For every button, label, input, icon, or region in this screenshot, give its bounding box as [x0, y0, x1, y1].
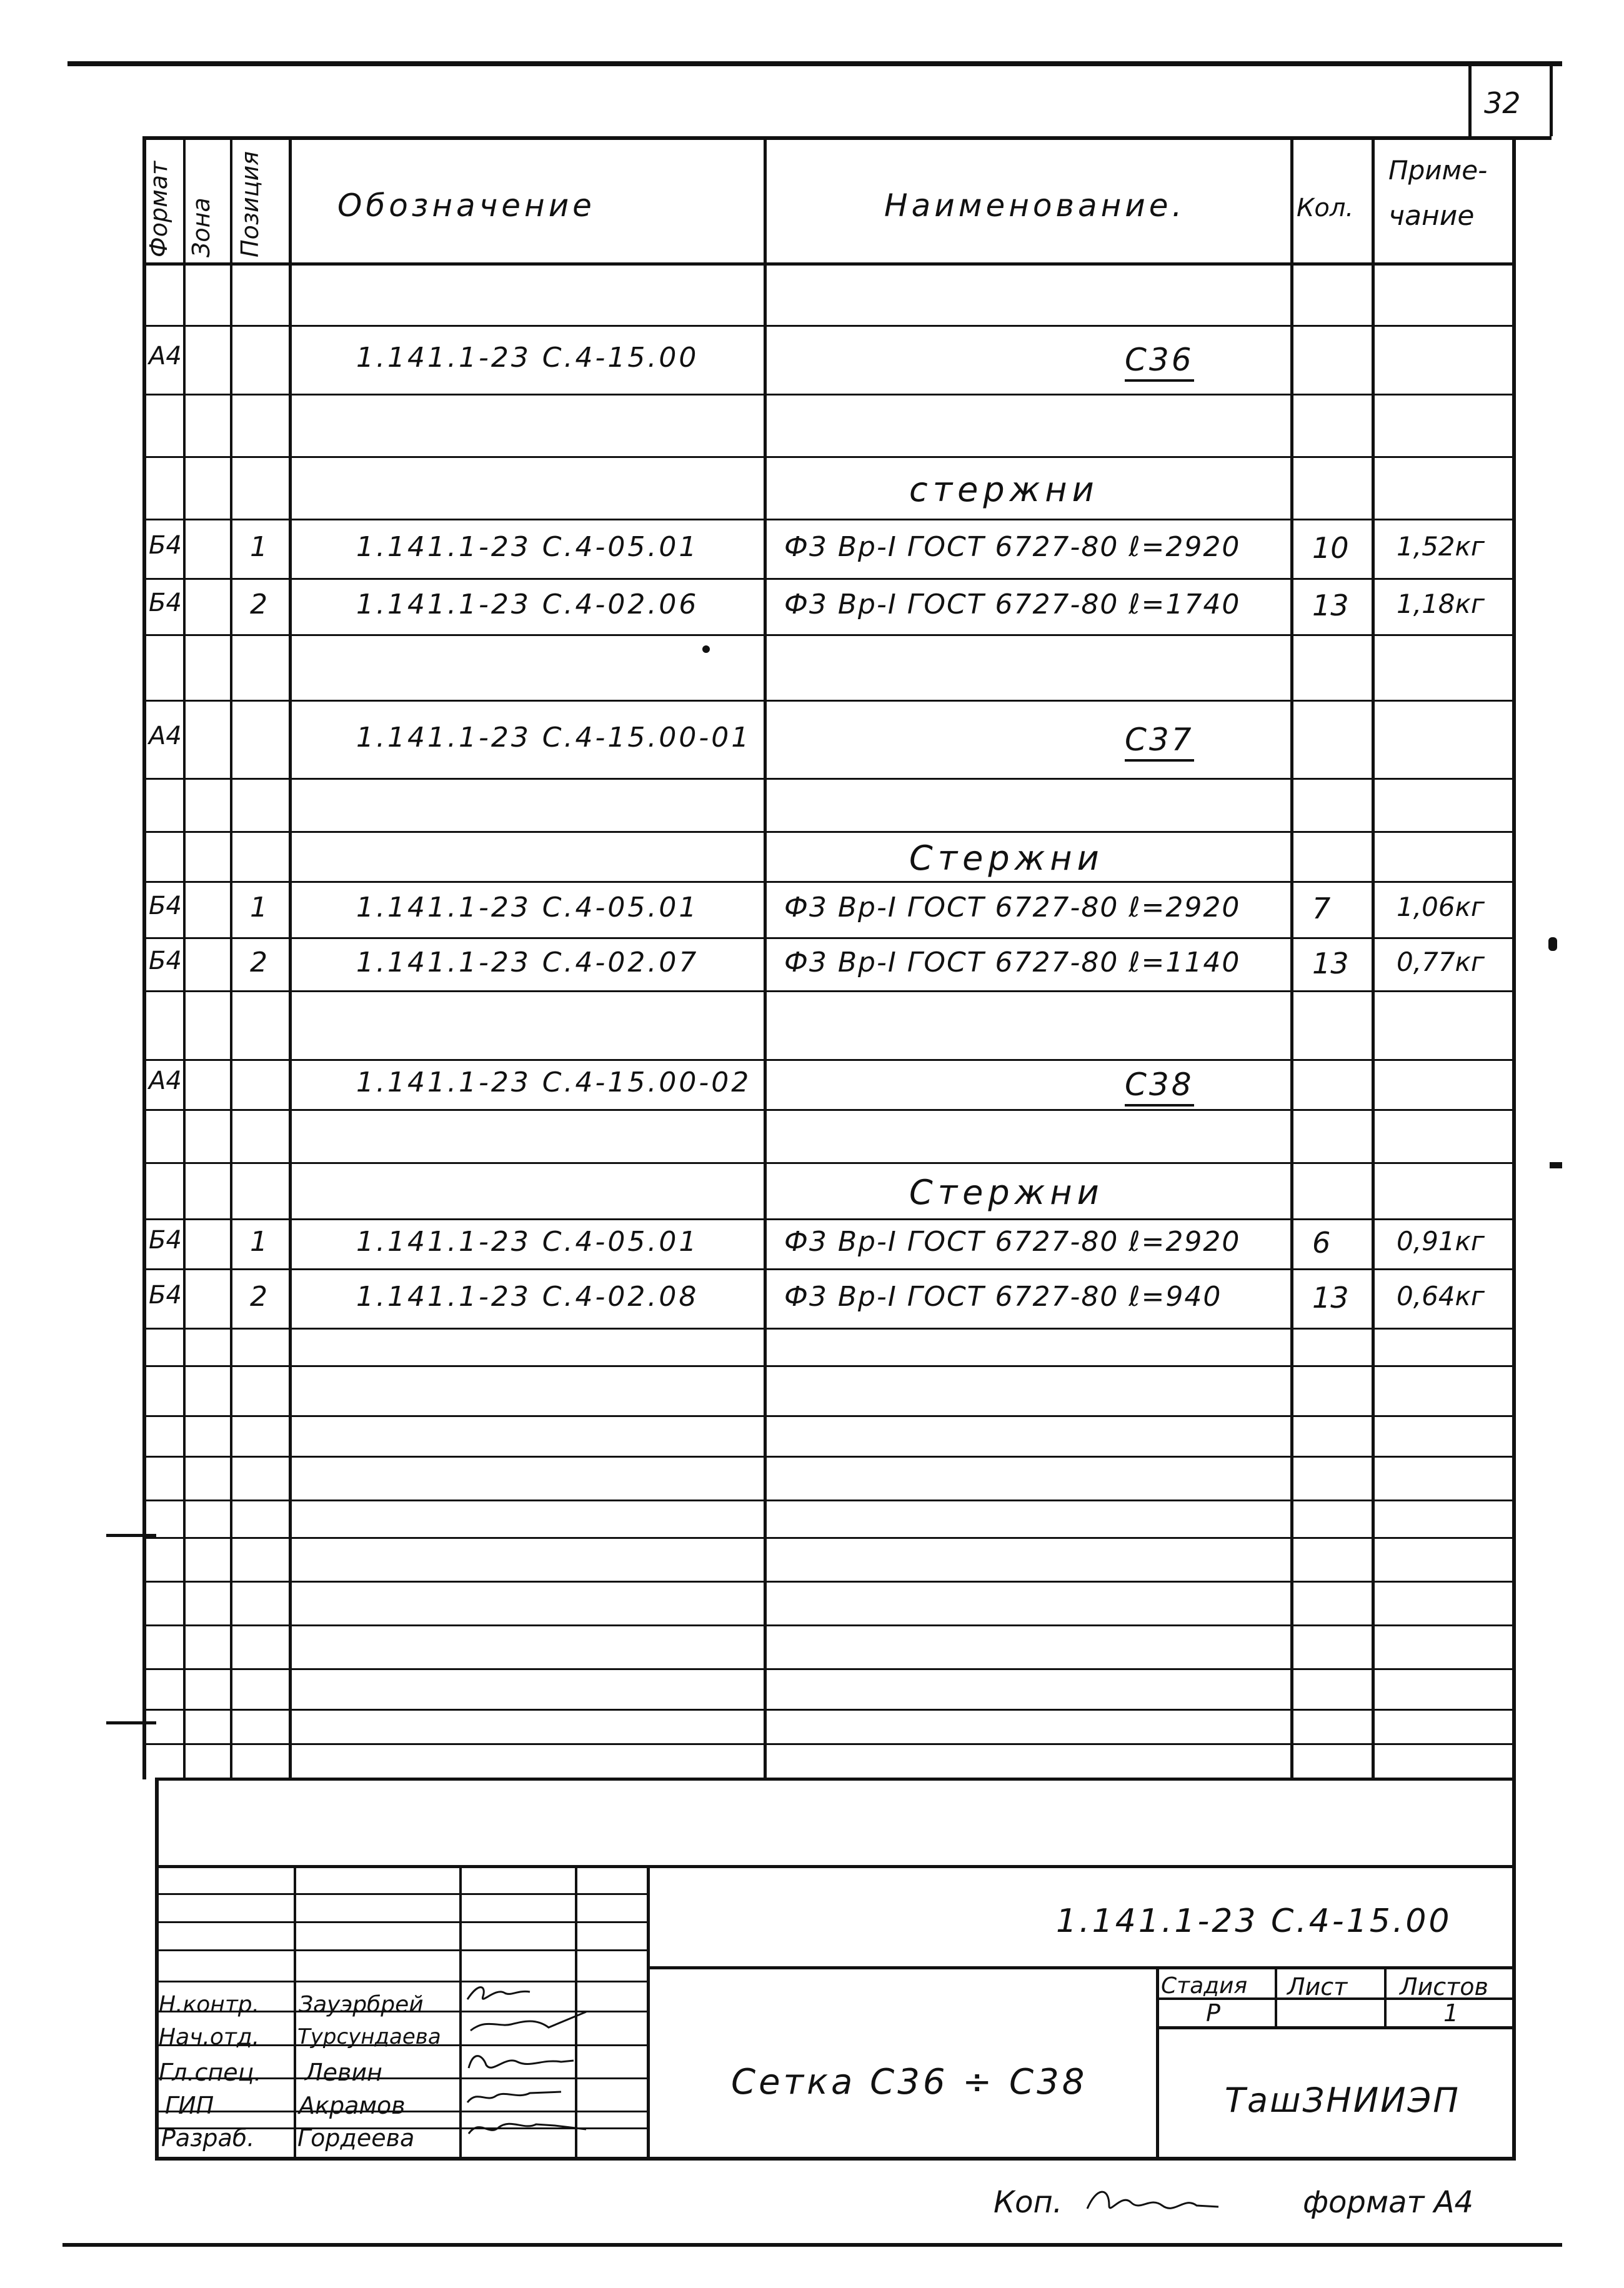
row-13-name: С38	[1125, 1067, 1194, 1107]
organization: ТашЗНИИЭП	[1225, 2081, 1460, 2120]
table-top-line	[142, 136, 1552, 140]
col-sep-4	[764, 136, 767, 1779]
row-4-pos: 1	[250, 530, 267, 563]
row-line	[145, 881, 1513, 883]
drawing-title: Сетка С36 ÷ С38	[731, 2062, 1088, 2102]
row-line	[145, 578, 1513, 580]
col-sep-3	[289, 136, 292, 1779]
row-line	[145, 1328, 1513, 1330]
row-11-qty: 13	[1312, 946, 1349, 980]
row-3-name: стержни	[909, 470, 1099, 509]
frame-left-line	[155, 1779, 159, 2161]
copier-signature	[1081, 2181, 1231, 2224]
copied-label: Коп.	[994, 2185, 1063, 2220]
surname-1: Зауэрбрей	[299, 1992, 424, 2017]
row-1-name: С36	[1125, 342, 1194, 382]
row-5-designation: 1.141.1-23 С.4-02.06	[356, 589, 699, 620]
row-line	[145, 1059, 1513, 1061]
row-11-designation: 1.141.1-23 С.4-02.07	[356, 946, 699, 978]
header-note-line2: чание	[1388, 200, 1475, 232]
row-line	[145, 937, 1513, 939]
tb-top-line	[155, 1865, 1516, 1868]
row-17-format: Б4	[149, 1280, 182, 1310]
row-16-name: Ф3 Вр-I ГОСТ 6727-80 ℓ=2920	[784, 1226, 1241, 1258]
row-9-name: Стержни	[909, 838, 1104, 878]
bottom-rule	[62, 2243, 1562, 2247]
edge-mark-2	[1550, 1162, 1562, 1168]
row-11-pos: 2	[250, 946, 267, 978]
row-16-format: Б4	[149, 1226, 182, 1255]
tb-left-v1	[294, 1865, 296, 2159]
col-sep-2	[230, 136, 232, 1779]
row-17-pos: 2	[250, 1280, 267, 1313]
row-7-format: A4	[149, 721, 182, 750]
row-line	[145, 831, 1513, 833]
table-left-line	[142, 136, 146, 1779]
row-5-note: 1,18кг	[1397, 589, 1485, 619]
row-17-name: Ф3 Вр-I ГОСТ 6727-80 ℓ=940	[784, 1280, 1222, 1313]
row-10-designation: 1.141.1-23 С.4-05.01	[356, 892, 699, 923]
surname-2: Турсундаева	[297, 2024, 441, 2049]
row-16-designation: 1.141.1-23 С.4-05.01	[356, 1226, 699, 1258]
stage-value: Р	[1206, 1999, 1220, 2027]
col-sep-5	[1290, 136, 1293, 1779]
tb-right-v1	[1156, 1968, 1159, 2159]
row-10-pos: 1	[250, 892, 267, 923]
header-designation: Обозначение	[337, 187, 595, 224]
sheets-value: 1	[1443, 1999, 1459, 2027]
row-line	[145, 1709, 1513, 1711]
row-1-designation: 1.141.1-23 С.4-15.00	[356, 342, 699, 374]
document-code: 1.141.1-23 С.4-15.00	[1056, 1903, 1452, 1940]
spec-bottom-line	[155, 1778, 1516, 1781]
row-10-format: Б4	[149, 892, 182, 920]
edge-dot-1	[1548, 937, 1557, 951]
top-border	[67, 61, 1562, 66]
sheet-label: Лист	[1287, 1973, 1348, 2001]
sheets-label: Листов	[1400, 1973, 1488, 2001]
row-line	[145, 1743, 1513, 1745]
row-10-name: Ф3 Вр-I ГОСТ 6727-80 ℓ=2920	[784, 892, 1241, 923]
stage-label: Стадия	[1161, 1973, 1248, 1999]
row-line	[145, 700, 1513, 702]
header-zone: Зона	[187, 197, 215, 257]
header-note-line1: Приме-	[1388, 155, 1488, 186]
row-11-note: 0,77кг	[1397, 946, 1485, 977]
header-position: Позиция	[236, 151, 264, 257]
row-13-designation: 1.141.1-23 С.4-15.00-02	[356, 1067, 752, 1098]
header-name: Наименование.	[884, 187, 1186, 224]
sheet-number-box-left	[1468, 66, 1472, 136]
row-line	[145, 1268, 1513, 1270]
row-11-name: Ф3 Вр-I ГОСТ 6727-80 ℓ=1140	[784, 946, 1241, 978]
sheet-number-box-right	[1550, 66, 1553, 136]
col-sep-1	[183, 136, 186, 1779]
row-line	[145, 1624, 1513, 1626]
row-15-name: Стержни	[909, 1173, 1104, 1212]
row-line	[145, 1109, 1513, 1111]
dot-mark	[702, 645, 710, 653]
row-line	[145, 778, 1513, 780]
row-line	[145, 519, 1513, 520]
surname-4: Акрамов	[299, 2092, 406, 2119]
role-2: Нач.отд.	[159, 2024, 260, 2050]
surname-3: Левин	[305, 2059, 382, 2086]
row-line	[145, 1162, 1513, 1164]
row-17-qty: 13	[1312, 1280, 1349, 1315]
row-5-name: Ф3 Вр-I ГОСТ 6727-80 ℓ=1740	[784, 589, 1241, 620]
row-10-note: 1,06кг	[1397, 892, 1485, 922]
surname-5: Гордеева	[297, 2124, 415, 2152]
row-1-format: A4	[149, 342, 182, 371]
row-11-format: Б4	[149, 946, 182, 975]
header-bottom-line	[142, 262, 1516, 266]
role-5: Разраб.	[161, 2124, 255, 2152]
row-line	[145, 325, 1513, 327]
row-17-note: 0,64кг	[1397, 1280, 1485, 1311]
row-line	[145, 1581, 1513, 1583]
row-4-qty: 10	[1312, 530, 1349, 565]
row-line	[145, 1415, 1513, 1417]
row-16-note: 0,91кг	[1397, 1226, 1485, 1256]
row-5-qty: 13	[1312, 589, 1349, 622]
role-4: ГИП	[165, 2092, 214, 2119]
row-10-qty: 7	[1312, 892, 1331, 925]
row-line	[145, 1537, 1513, 1539]
frame-bottom-line	[155, 2157, 1516, 2161]
row-line	[145, 634, 1513, 636]
format-label: формат А4	[1303, 2185, 1474, 2220]
row-line	[145, 456, 1513, 458]
row-17-designation: 1.141.1-23 С.4-02.08	[356, 1280, 699, 1313]
table-right-line	[1512, 136, 1516, 2157]
row-line	[145, 1500, 1513, 1501]
row-line	[145, 1365, 1513, 1367]
row-7-designation: 1.141.1-23 С.4-15.00-01	[356, 721, 752, 754]
row-line	[145, 1218, 1513, 1220]
row-7-name: С37	[1125, 722, 1194, 762]
row-line	[145, 990, 1513, 992]
row-16-qty: 6	[1312, 1226, 1331, 1260]
row-line	[145, 394, 1513, 395]
row-5-pos: 2	[250, 589, 267, 620]
row-4-format: Б4	[149, 530, 182, 560]
signatures	[461, 1968, 649, 2162]
row-4-designation: 1.141.1-23 С.4-05.01	[356, 530, 699, 563]
role-1: Н.контр.	[159, 1992, 260, 2017]
row-5-format: Б4	[149, 589, 182, 617]
role-3: Гл.спец.	[159, 2059, 262, 2086]
binding-tick-2	[106, 1721, 156, 1724]
header-qty: Кол.	[1297, 194, 1354, 222]
row-line	[145, 1668, 1513, 1670]
row-16-pos: 1	[250, 1226, 267, 1258]
row-4-name: Ф3 Вр-I ГОСТ 6727-80 ℓ=2920	[784, 530, 1241, 563]
sheet-number: 32	[1484, 86, 1521, 120]
row-line	[145, 1456, 1513, 1458]
row-13-format: A4	[149, 1067, 182, 1095]
col-sep-6	[1372, 136, 1375, 1779]
row-4-note: 1,52кг	[1397, 530, 1485, 562]
header-format: Формат	[145, 161, 172, 257]
